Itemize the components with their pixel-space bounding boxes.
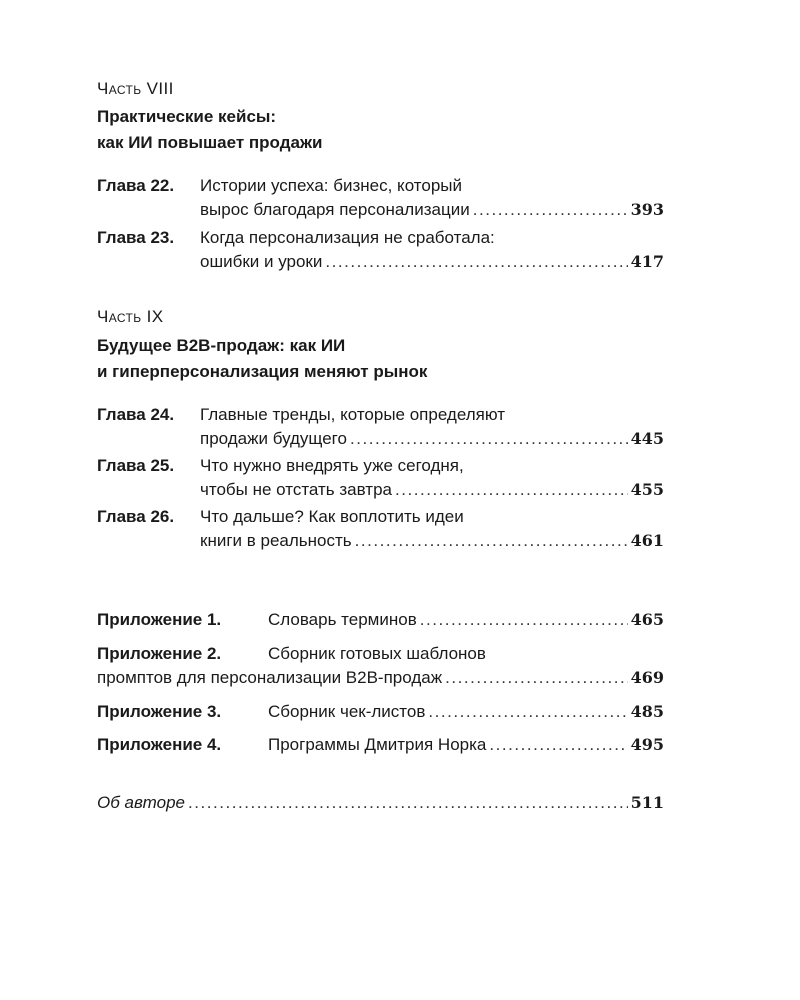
chapter-label: Глава 24. (97, 405, 175, 424)
part-8-title-line-2: как ИИ повышает продажи (97, 133, 323, 152)
dot-leader (420, 608, 628, 632)
page-number: 455 (630, 480, 664, 499)
chapter-title-line-2: вырос благодаря персонализации (200, 200, 470, 219)
dot-leader (428, 700, 627, 724)
chapter-title-line-2: книги в реальность (200, 531, 352, 550)
appendix-label: Приложение 1. (97, 610, 222, 629)
appendix-title: Программы Дмитрия Норка (268, 735, 487, 754)
chapter-label: Глава 26. (97, 507, 175, 526)
toc-entry-appendix-3[interactable] (97, 700, 664, 724)
part-9-title-line-2: и гиперперсонализация меняют рынок (97, 362, 428, 381)
chapter-title-line-1: Что нужно внедрять уже сегодня, (200, 456, 464, 475)
page-number: 461 (630, 531, 664, 550)
toc-entry-chapter-26[interactable] (97, 505, 664, 553)
part-9-title (97, 333, 427, 385)
chapter-title-line-1: Главные тренды, которые определяют (200, 405, 506, 424)
part-8-title (97, 104, 322, 156)
chapter-title-line-2: чтобы не отстать завтра (200, 480, 392, 499)
page-number: 485 (630, 702, 664, 721)
toc-entry-chapter-22[interactable] (97, 174, 664, 222)
dot-leader (489, 733, 627, 757)
toc-entry-about-author[interactable] (97, 791, 664, 815)
part-9-title-line-1: Будущее B2B-продаж: как ИИ (97, 336, 346, 355)
chapter-label: Глава 23. (97, 228, 175, 247)
page-number: 511 (630, 793, 664, 812)
toc-entry-chapter-23[interactable] (97, 226, 664, 274)
part-8-title-line-1: Практические кейсы: (97, 107, 277, 126)
dot-leader (473, 198, 628, 222)
appendix-label: Приложение 2. (97, 644, 222, 663)
page-number: 469 (630, 668, 664, 687)
dot-leader (350, 427, 628, 451)
appendix-label: Приложение 3. (97, 702, 222, 721)
dot-leader (395, 478, 628, 502)
dot-leader (188, 791, 628, 815)
dot-leader (325, 250, 627, 274)
page-number: 417 (630, 252, 664, 271)
dot-leader (355, 529, 628, 553)
appendix-title: Сборник чек-листов (268, 702, 426, 721)
toc-entry-appendix-1[interactable] (97, 608, 664, 632)
toc-entry-chapter-24[interactable] (97, 403, 664, 451)
chapter-label: Глава 25. (97, 456, 175, 475)
dot-leader (445, 666, 628, 690)
appendix-title-line-1: Сборник готовых шаблонов (268, 644, 486, 663)
chapter-title-line-1: Истории успеха: бизнес, который (200, 176, 462, 195)
page-number: 445 (630, 429, 664, 448)
toc-entry-appendix-2[interactable] (97, 642, 664, 690)
part-8-label: Часть VIII (97, 79, 174, 98)
page-number: 495 (630, 735, 664, 754)
chapter-label: Глава 22. (97, 176, 175, 195)
toc-entry-chapter-25[interactable] (97, 454, 664, 502)
chapter-title-line-2: продажи будущего (200, 429, 347, 448)
appendix-label: Приложение 4. (97, 735, 222, 754)
appendix-title: Словарь терминов (268, 610, 417, 629)
page-number: 465 (630, 610, 664, 629)
chapter-title-line-1: Когда персонализация не сработала: (200, 228, 495, 247)
about-author-title: Об авторе (97, 793, 185, 812)
page-number: 393 (630, 200, 664, 219)
part-9-label: Часть IX (97, 307, 164, 326)
appendix-title-line-2: промптов для персонализации B2B-продаж (97, 668, 443, 687)
chapter-title-line-2: ошибки и уроки (200, 252, 323, 271)
chapter-title-line-1: Что дальше? Как воплотить идеи (200, 507, 464, 526)
toc-entry-appendix-4[interactable] (97, 733, 664, 757)
